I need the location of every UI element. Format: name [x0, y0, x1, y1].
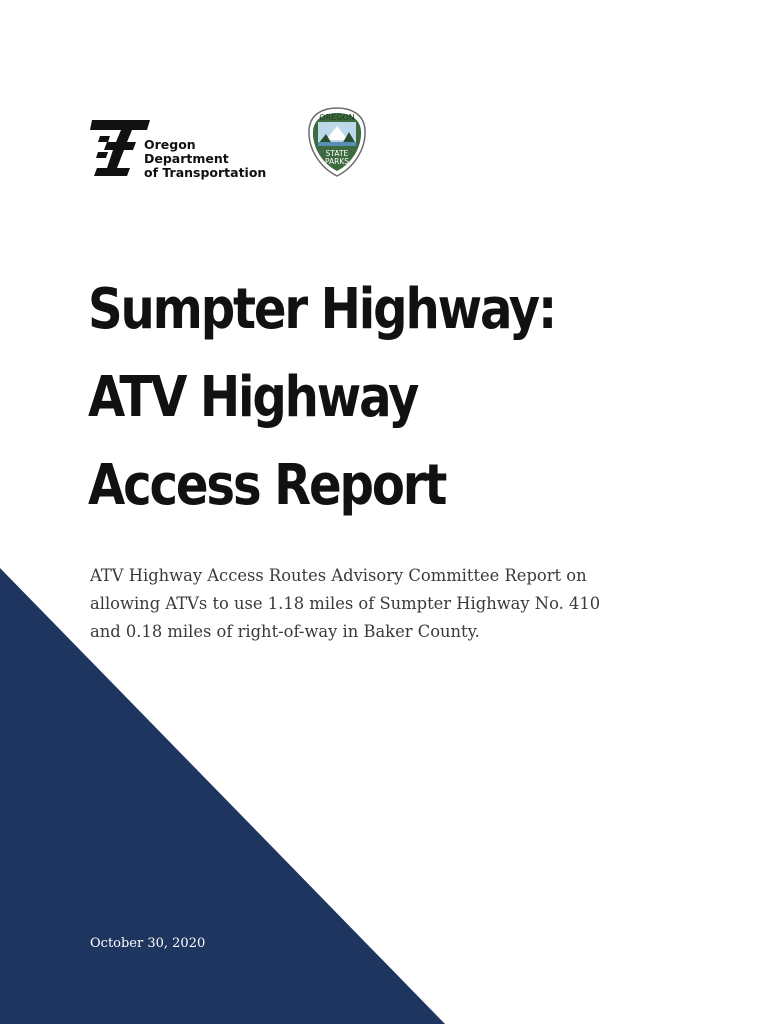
- title-line-2: ATV Highway: [88, 365, 418, 430]
- parks-line-1: STATE: [325, 149, 349, 158]
- parks-line-2: PARKS: [324, 157, 350, 166]
- subtitle-line-3: and 0.18 miles of right-of-way in Baker County.: [90, 622, 480, 642]
- title-line-3: Access Report: [88, 453, 446, 518]
- parks-top-text: OREGON: [319, 113, 355, 122]
- subtitle-line-2: allowing ATVs to use 1.18 miles of Sumpter Highway No. 410: [90, 594, 601, 614]
- report-date: October 30, 2020: [90, 936, 206, 951]
- oregon-state-parks-logo: [306, 106, 368, 178]
- title-line-1: Sumpter Highway:: [88, 277, 556, 342]
- odot-line-3: of Transportation: [144, 165, 267, 180]
- odot-line-2: Department: [144, 151, 229, 166]
- report-subtitle: [90, 562, 666, 646]
- report-title: [88, 266, 638, 530]
- subtitle-line-1: ATV Highway Access Routes Advisory Committee Report on: [90, 566, 587, 586]
- odot-t-mark-icon: [90, 118, 152, 176]
- odot-logo: [90, 118, 280, 178]
- odot-wordmark: [144, 138, 266, 180]
- odot-line-1: Oregon: [144, 137, 196, 152]
